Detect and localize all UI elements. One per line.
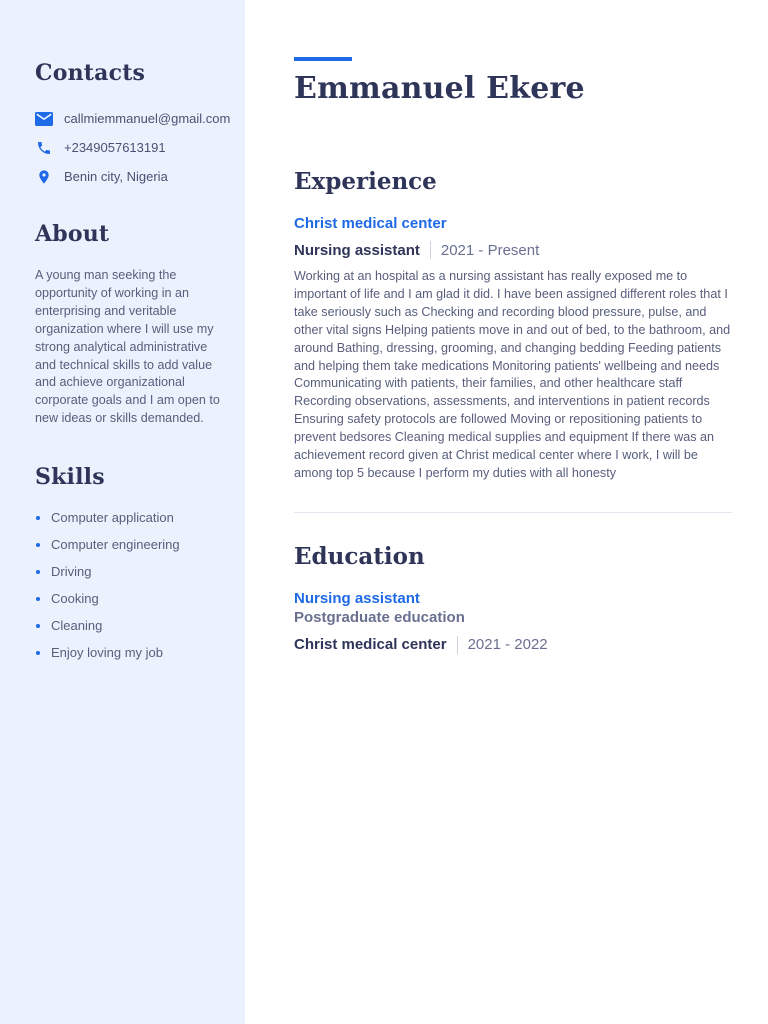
contact-phone[interactable] <box>35 133 231 162</box>
divider <box>457 636 458 654</box>
experience-role-row <box>294 241 732 259</box>
skills-list <box>35 508 231 670</box>
sidebar <box>0 0 245 1024</box>
experience-organization: Christ medical center <box>294 215 447 232</box>
skill-item: Driving <box>35 562 231 589</box>
experience-description: Working at an hospital as a nursing assistant has really exposed me to important of life and I am glad it did. I have been assigned different roles that I take seriously such as Checking and recording blood pressure, pulse, and other vital signs Helping patients move in and out of bed, to the bathroom, and around Bathing, dressing, grooming, and changing bedding Feeding patients and helping them take medications Monitoring patients' wellbeing and needs Communicating with patients, their families, and other healthcare staff Recording observations, assessments, and interventions in patient records Ensuring safety protocols are followed Moving or repositioning patients to prevent bedsores Cleaning medical supplies and equipment If there was an achievement record given at Christ medical center where I work, I will be among top 5 because I perform my duties with all honesty <box>294 269 731 480</box>
phone-icon <box>35 139 53 157</box>
contact-location <box>35 162 231 191</box>
location-pin-icon <box>35 168 53 186</box>
main-content <box>245 0 768 1024</box>
section-divider <box>294 512 732 513</box>
experience-role: Nursing assistant <box>294 241 420 259</box>
education-institution-row <box>294 636 732 654</box>
skill-item: Computer engineering <box>35 535 231 562</box>
skills-heading: Skills <box>35 464 105 491</box>
skill-item: Computer application <box>35 508 231 535</box>
skill-item: Enjoy loving my job <box>35 643 231 670</box>
skill-item: Cleaning <box>35 616 231 643</box>
contact-phone-text: +2349057613191 <box>64 140 166 155</box>
candidate-name: Emmanuel Ekere <box>294 71 585 106</box>
mail-icon <box>35 110 53 128</box>
experience-heading: Experience <box>294 168 437 195</box>
contact-email[interactable] <box>35 104 231 133</box>
contact-email-text: callmiemmanuel@gmail.com <box>64 111 231 126</box>
education-dates: 2021 - 2022 <box>467 636 548 654</box>
divider <box>430 241 431 259</box>
about-text: A young man seeking the opportunity of working in an enterprising and veritable organization where I will use my strong analytical administrative and technical skills to add value and achieve organizational corporate goals and I am open to new ideas or skills demanded. <box>35 268 220 426</box>
contacts-heading: Contacts <box>35 60 146 86</box>
education-institution: Christ medical center <box>294 636 447 654</box>
education-heading: Education <box>294 542 425 570</box>
experience-dates: 2021 - Present <box>440 241 540 259</box>
about-heading: About <box>35 221 110 247</box>
education-degree: Nursing assistant <box>294 589 420 607</box>
name-accent-bar <box>294 57 352 61</box>
education-type: Postgraduate education <box>294 608 465 626</box>
skill-item: Cooking <box>35 589 231 616</box>
contact-location-text: Benin city, Nigeria <box>64 169 168 184</box>
